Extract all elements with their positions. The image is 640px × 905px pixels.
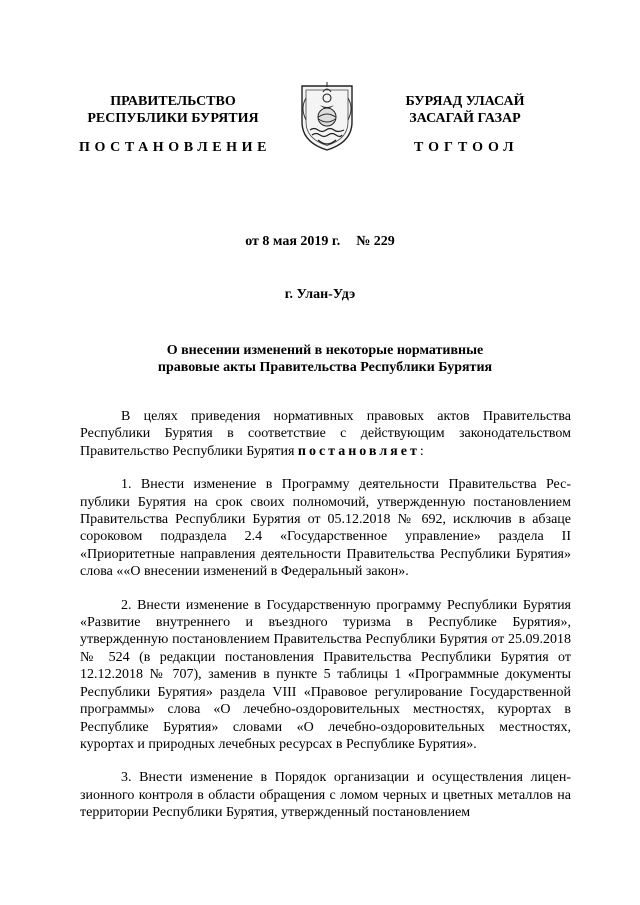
document-title-line1: О внесении изменений в некоторые нормативные [166, 343, 484, 358]
intro-text: В целях приведения нормативных правовых актов Правительства Республики Бурятия в соответствие с действующим законодательством Правительство Республики Бурятия [80, 409, 571, 459]
document-city: г. Улан-Удэ [284, 287, 356, 302]
document-body [80, 408, 571, 838]
issuer-right [360, 93, 570, 127]
issuer-left-line2: РЕСПУБЛИКИ БУРЯТИЯ [87, 111, 259, 126]
issuer-right-line1: БУРЯАД УЛАСАЙ [405, 94, 525, 109]
item-paragraph-1: 1. Внести изменение в Программу деятельности Правительства Республики Бурятия на срок своих полномочий, утвержденную постановлением Правительства Республики Бурятия от 05.12.2018 № 692, исключив в абзаце сороковом подраздела 2.4 «Государственное управление» раздела II «Приоритетные направления деятельности Правительства Республики Бурятия» слова ««О внесении изменений в Федеральный закон». [80, 477, 571, 580]
issuer-right-line2: ЗАСАГАЙ ГАЗАР [409, 111, 521, 126]
document-title [80, 342, 570, 376]
document-title-line2: правовые акты Правительства Республики Бурятия [157, 360, 493, 375]
issuer-left-line1: ПРАВИТЕЛЬСТВО [110, 94, 236, 109]
document-number: № 229 [356, 234, 395, 249]
item-paragraph-2: 2. Внести изменение в Государственную программу Республики Бурятия «Развитие внутреннего и въездного туризма в Республике Бурятия», утвержденную постановлением Правительства Республики Бурятия от 25.09.2018 № 524 (в редакции постановления Правительства Республики Бурятия от 12.12.2018 № 707), заменив в пункте 5 таблицы 1 «Программные документы Республики Бурятия» раздела VIII «Правовое регулирование Государственной программы» слова «О лечебно-оздоровительных местностях, курортах в Республике Бурятия» словами «О лечебно-оздоровительных местностях, курортах и природных лечебных ресурсах в Республике Бурятия». [80, 597, 571, 752]
document-date: от 8 мая 2019 г. [245, 234, 341, 249]
intro-colon: : [419, 443, 424, 459]
item-paragraph-3: 3. Внести изменение в Порядок организации и осуществления лицензионного контроля в области обращения с ломом черных и цветных металлов на территории Республики Бурятия, утвержденный постановлением [80, 770, 571, 821]
intro-paragraph [80, 408, 571, 460]
document-date-number [0, 234, 640, 250]
document-kind-ru: ПОСТАНОВЛЕНИЕ [79, 140, 272, 155]
resolves-word: постановляет [297, 443, 420, 459]
document-kind-bua: ТОГТООЛ [414, 140, 519, 155]
buryatia-coat-of-arms-icon [296, 78, 358, 152]
issuer-left [68, 93, 278, 127]
